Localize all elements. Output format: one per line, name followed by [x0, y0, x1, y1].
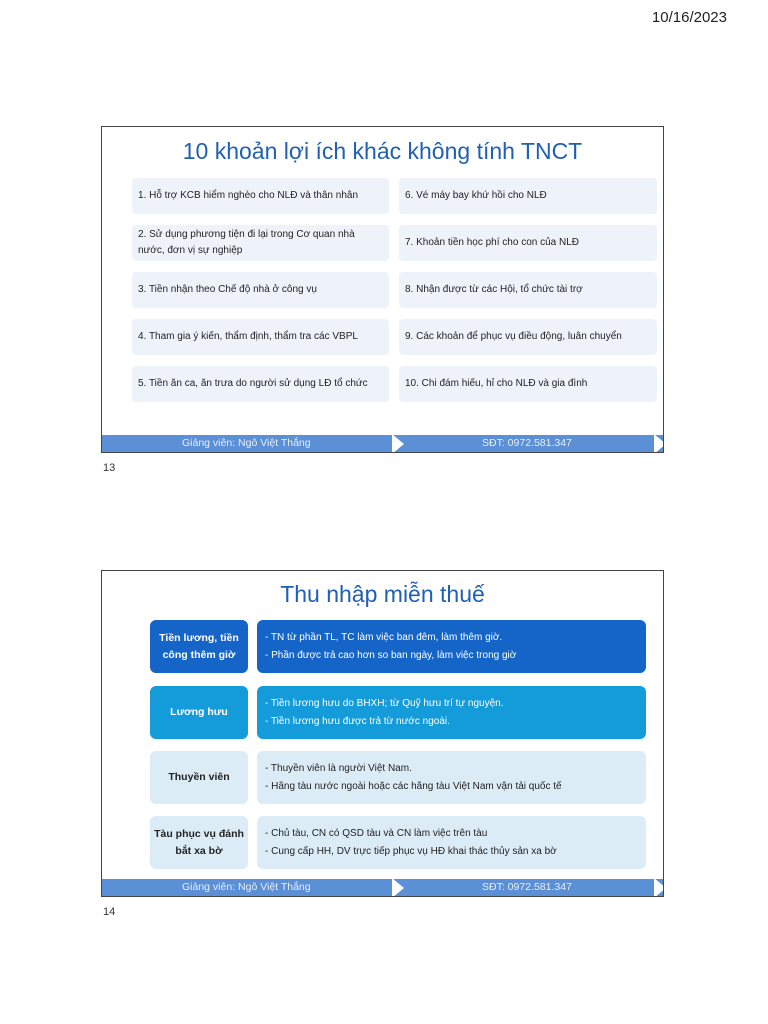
row-line: - TN từ phần TL, TC làm việc ban đêm, làm thêm giờ. [265, 631, 503, 643]
chevron-right-icon [392, 878, 404, 897]
slide-footer [102, 879, 663, 896]
page-number: 13 [103, 462, 116, 474]
row-label: Lương hưu [150, 686, 248, 739]
phone-number: SĐT: 0972.581.347 [482, 881, 572, 893]
benefit-item: 7. Khoản tiền học phí cho con của NLĐ [399, 225, 657, 261]
list-item [132, 272, 655, 308]
benefit-item: 8. Nhận được từ các Hội, tổ chức tài trợ [399, 272, 657, 308]
row-content [257, 620, 646, 673]
row-label: Tàu phục vụ đánh bắt xa bờ [150, 816, 248, 869]
slide-footer [102, 435, 663, 452]
phone-number: SĐT: 0972.581.347 [482, 437, 572, 449]
chevron-right-icon [654, 434, 664, 453]
tax-exempt-row [150, 620, 646, 673]
benefit-item: 1. Hỗ trợ KCB hiểm nghèo cho NLĐ và thân nhân [132, 178, 389, 214]
list-item [132, 366, 655, 402]
lecturer-name: Giảng viên: Ngô Việt Thắng [182, 881, 311, 893]
lecturer-name: Giảng viên: Ngô Việt Thắng [182, 437, 311, 449]
row-content [257, 816, 646, 869]
row-content [257, 686, 646, 739]
benefits-grid [132, 178, 655, 413]
row-content [257, 751, 646, 804]
row-label: Thuyền viên [150, 751, 248, 804]
tax-exempt-row [150, 686, 646, 739]
slide-13 [101, 126, 664, 453]
tax-exempt-row [150, 816, 646, 869]
tax-exempt-row [150, 751, 646, 804]
print-date: 10/16/2023 [651, 9, 727, 26]
benefit-item: 10. Chi đám hiếu, hỉ cho NLĐ và gia đình [399, 366, 657, 402]
row-label: Tiền lương, tiền công thêm giờ [150, 620, 248, 673]
row-line: - Tiền lương hưu được trả từ nước ngoài. [265, 715, 450, 727]
benefit-item: 4. Tham gia ý kiến, thẩm định, thẩm tra các VBPL [132, 319, 389, 355]
list-item [132, 225, 655, 261]
row-line: - Cung cấp HH, DV trực tiếp phục vụ HĐ khai thác thủy sản xa bờ [265, 845, 557, 857]
row-line: - Thuyền viên là người Việt Nam. [265, 762, 412, 774]
benefit-item: 5. Tiền ăn ca, ăn trưa do người sử dụng LĐ tổ chức [132, 366, 389, 402]
benefit-item: 2. Sử dụng phương tiện đi lại trong Cơ quan nhà nước, đơn vị sự nghiệp [132, 225, 389, 261]
list-item [132, 319, 655, 355]
slide-title: 10 khoản lợi ích khác không tính TNCT [182, 138, 583, 164]
page-number: 14 [103, 906, 116, 918]
slide-title: Thu nhập miễn thuế [280, 581, 485, 607]
chevron-right-icon [654, 878, 664, 897]
row-line: - Phần được trả cao hơn so ban ngày, làm việc trong giờ [265, 649, 517, 661]
benefit-item: 6. Vé máy bay khứ hồi cho NLĐ [399, 178, 657, 214]
row-line: - Tiền lương hưu do BHXH; từ Quỹ hưu trí tự nguyện. [265, 697, 504, 709]
benefit-item: 3. Tiền nhận theo Chế độ nhà ở công vụ [132, 272, 389, 308]
chevron-right-icon [392, 434, 404, 453]
row-line: - Chủ tàu, CN có QSD tàu và CN làm việc trên tàu [265, 827, 488, 839]
row-line: - Hãng tàu nước ngoài hoặc các hãng tàu Việt Nam vận tải quốc tế [265, 780, 562, 792]
benefit-item: 9. Các khoản để phục vụ điều động, luân chuyển [399, 319, 657, 355]
slide-14 [101, 570, 664, 897]
list-item [132, 178, 655, 214]
